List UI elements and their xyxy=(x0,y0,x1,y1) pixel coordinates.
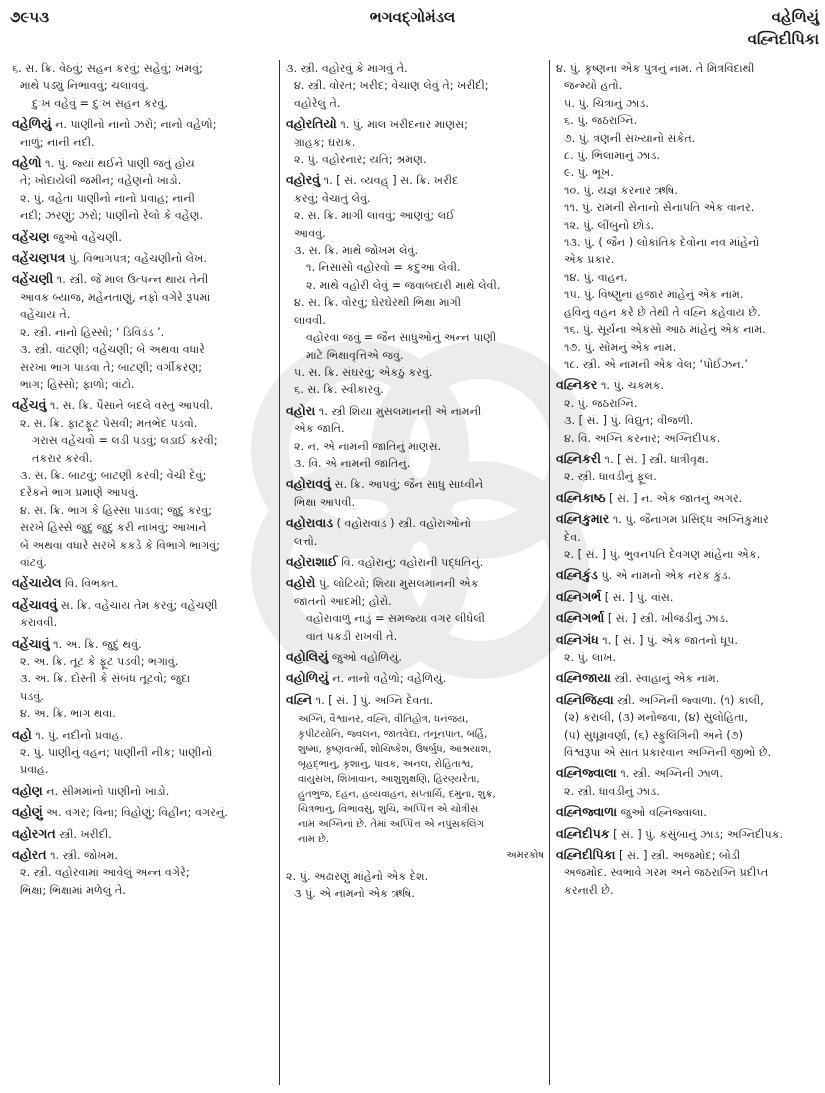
entry-line xyxy=(286,475,544,493)
definition-text: ન. સીમમાંનો પાણીનો ખાડો. xyxy=(46,784,170,798)
entry-line xyxy=(556,669,818,687)
dictionary-entry xyxy=(12,154,274,225)
entry-line: ૬. પું. જઠરાગ્નિ. xyxy=(564,114,638,128)
headword: વહ્નિકુંડ xyxy=(556,567,598,583)
definition-text: સ. ક્રિ. વહેંચાય તેમ કરવું; વહેંચણી xyxy=(60,598,218,612)
entry-line: બે અથવા વધારે સરખે કકડે કે વિભાગે ભાગવું; xyxy=(20,538,221,552)
definition-text: ૧. સ્ત્રી શિયા મુસલમાનની એ નામની xyxy=(318,404,482,418)
headword: વહોણ xyxy=(12,782,43,798)
guide-word-last: વહ્નિદીપિકા xyxy=(747,30,819,48)
entry-line: ૨. સ. ક્રિ. ફાટફૂટ પેસવી; મતભેદ પડવો. xyxy=(20,416,198,430)
headword: વહોરાવાડ xyxy=(286,515,334,531)
entry-line xyxy=(12,782,274,800)
definition-text: ૧. પું. માલ ખરીદનાર માણસ; xyxy=(340,118,469,132)
entry-line xyxy=(12,803,274,821)
page-number: ૭૯૫૩ xyxy=(10,8,50,26)
headword: વહ્નિકર xyxy=(556,377,598,393)
dictionary-entry xyxy=(12,803,274,821)
entry-line: ભાગ; હિસ્સો; ફાળો; વાંટો. xyxy=(20,377,135,391)
entry-line xyxy=(556,588,818,606)
entry-line xyxy=(12,228,274,246)
definition-text: ૧. પું. જૈનાગમ પ્રસિદ્ધ અગ્નિકુમાર xyxy=(612,513,769,527)
dictionary-entry xyxy=(556,803,818,821)
entry-line xyxy=(556,566,818,584)
definition-text: [ સં. ] સ્ત્રી. ખીજડીનું ઝાડ. xyxy=(607,612,729,626)
definition-text: પું. લોટિયો; શિયા મુસલમાનની એક xyxy=(318,577,479,591)
entry-line: એક જાતિ. xyxy=(294,422,345,436)
entry-line: ૨. પું. પાણીનું વહન; પાણીની નીક; પાણીનો xyxy=(20,746,213,760)
entry-line xyxy=(12,635,274,653)
headword: વહેંચાવવું xyxy=(12,596,58,612)
entry-line: ભિક્ષા આપવી. xyxy=(294,495,356,509)
dictionary-entry xyxy=(286,402,544,473)
entry-line: ૨. માથે વહોરી લેવું = જવાબદારી માથે લેવી. xyxy=(306,278,501,292)
headword: વહોરો xyxy=(286,575,316,591)
dictionary-entry xyxy=(286,553,544,571)
entry-line xyxy=(12,396,274,414)
entry-line xyxy=(286,115,544,133)
entry-line xyxy=(556,510,818,528)
entry-line: હુતભુજ, દહન, હવ્યવાહન, સપ્તાર્ચિ, દમુના, શુક્ર, xyxy=(298,789,496,801)
entry-line: સરખા ભાગ પાડવા તે; બાટણી; વર્ગીકરણ; xyxy=(20,360,202,374)
entry-line: ૪. સ્ત્રી. વોરત; ખરીદ; વેચાણ લેવું તે; ખરીદી; xyxy=(294,79,489,93)
entry-line: ૨. સ્ત્રી. ધાવડીનું ફૂલ. xyxy=(564,470,657,484)
entry-line: માટે ભિક્ષાવૃત્તિએ જવું. xyxy=(306,348,404,362)
entry-line xyxy=(12,726,274,744)
entry-line: ૪. સ. ક્રિ. ભાગ કે હિસ્સા પાડવા; જુદું કરવું; xyxy=(20,503,213,517)
entry-line: તે; ખોદાયેલી જમીન; વહેણનો ખાડો. xyxy=(20,174,182,188)
entry-line: ૨. પું. વહેતા પાણીનો નાનો પ્રવાહ; નાની xyxy=(20,191,195,205)
dictionary-entry xyxy=(12,396,274,571)
entry-line: ૫. પું. ચિત્રાનું ઝાડ. xyxy=(564,96,649,110)
entry-line: ૫. સ. ક્રિ. સંઘરવું; એકઠું કરવું. xyxy=(294,365,433,379)
column-1 xyxy=(12,60,274,1085)
entry-line: ૨. સ. ક્રિ. માગી લાવવું; આણવું; લઈ xyxy=(294,209,455,223)
entry-line: ૬. સ. ક્રિ. સ્વીકારવું. xyxy=(294,383,384,397)
entry-line: ૧૩. પું. ( જૈન ) લોકાંતિક દેવોના નવ માંહેનો xyxy=(564,236,760,250)
entry-line: ૮. પું. ભિલામાનું ઝાડ. xyxy=(564,149,660,163)
entry-line xyxy=(556,609,818,627)
dictionary-entry xyxy=(286,868,544,903)
entry-line: ૩. સ્ત્રી. વાંટણી; વહેંચણી; બે અથવા વધારે xyxy=(20,343,205,357)
headword: વહ્નિગર્ભા xyxy=(556,610,605,626)
entry-line: ૨. પું. અઢારણું માંહેનો એક દેશ. xyxy=(286,869,429,883)
dictionary-entry xyxy=(556,376,818,447)
definition-text: જુઓ વહોળિયું. xyxy=(331,651,402,664)
dictionary-entry xyxy=(556,846,818,899)
entry-line: સરખે હિસ્સે જુદું જુદું કરી નાખવું; આખાને xyxy=(20,521,207,535)
entry-line: ૬. સ. ક્રિ. વેઠવું; સહન કરવું; સહેવું; ખમવું; xyxy=(12,62,203,75)
entry-line: વહોરવા જવું = જૈન સાધુઓનું અન્ન પાણી xyxy=(306,331,497,345)
entry-line: કરવું; વેચાતું લેવું. xyxy=(294,191,371,205)
entry-line: માથે પડ્યું નિભાવવું; ચલાવવું. xyxy=(20,79,149,93)
headword: વહ્નિજાયા xyxy=(556,670,611,686)
dictionary-entry xyxy=(556,489,818,507)
entry-line xyxy=(556,489,818,507)
headword: વહોરતિયો xyxy=(286,116,337,132)
entry-line: ગ્રાહક; ઘરાક. xyxy=(294,135,356,149)
entry-line: કરનારી છે. xyxy=(564,883,614,897)
headword: વહ્નિજ્વાળા xyxy=(556,804,618,820)
definition-text: ન. નાનો વહેળો; વહેળિયું. xyxy=(332,672,447,686)
entry-line: ૩. સ્ત્રી. વહોરવું કે માગવું તે. xyxy=(286,62,408,75)
entry-line xyxy=(12,574,274,592)
entry-line: લત્તો. xyxy=(294,534,318,548)
definition-text: ૧. [ સં. વ્યવહ્ ] સ. ક્રિ. ખરીદ xyxy=(323,174,459,188)
entry-line: ૯. પું. ભૂખ. xyxy=(564,166,614,180)
definition-text: જુઓ વહેંચણી. xyxy=(53,230,122,244)
entry-line: ૧૭. પું. સોમનું એક નામ. xyxy=(564,340,677,354)
definition-text: ૧. અ. ક્રિ. જુદું થવું. xyxy=(53,637,142,651)
definition-text: ૧. સ્ત્રી. જે માલ ઉત્પન્ન થાય તેની xyxy=(56,273,209,287)
entry-line: શુષ્મા, કૃષ્ણવર્ત્મા, શોચિષ્કેશ, ઉષર્બુધ, આશ્રયાશ, xyxy=(298,744,492,756)
dictionary-entry xyxy=(556,669,818,687)
headword: વહેંચાયેલ xyxy=(12,575,62,591)
entry-line: ૨. સ્ત્રી. વહોરવામાં આવેલું અન્ન વગેરે; xyxy=(20,866,190,880)
entry-line: કરાવવી. xyxy=(20,616,58,630)
definition-text: [ સં. ] પું. કસુંબાનું ઝાડ; અગ્નિદીપક. xyxy=(613,827,784,841)
entry-line xyxy=(12,846,274,864)
entry-line xyxy=(286,402,544,420)
entry-line: ૧૬. પું. સૂર્યના એકસો આઠ માંહેનું એક નામ. xyxy=(564,323,766,337)
entry-line: (૨) કરાલી, (૩) મનોજવા, (૪) સુલોહિતા, xyxy=(564,711,748,725)
entry-line: નાળું; નાની નદી. xyxy=(20,135,95,149)
entry-line: ૨. પું. વહોરનાર; યતિ; શ્રમણ. xyxy=(294,153,427,167)
headword: વહોરાશાઈ xyxy=(286,553,338,569)
dictionary-entry xyxy=(12,726,274,779)
column-3 xyxy=(556,60,818,1085)
entry-line: નામ અગ્નિનાં છે. તેમાં અપ્પિત્ત એ નપુંસકલિંગ xyxy=(298,819,484,831)
guide-word-first: વહેળિયું xyxy=(771,8,819,26)
headword: વહ્નિ xyxy=(286,691,313,707)
definition-text: વિ. વહોરાનું; વહોરાની પદ્ધતિનું. xyxy=(341,555,484,569)
dictionary-entry xyxy=(12,249,274,267)
dictionary-columns xyxy=(0,60,825,1093)
headword: વહોળિયું xyxy=(286,670,329,686)
dictionary-entry xyxy=(12,782,274,800)
dictionary-entry xyxy=(286,669,544,687)
entry-line xyxy=(12,249,274,267)
dictionary-entry xyxy=(286,712,544,864)
entry-line xyxy=(556,825,818,843)
headword: વહ્નિજ્વાલા xyxy=(556,765,617,781)
entry-line: ૩. સ. ક્રિ. બાટવું; બાટણી કરવી; વેચી દેવું; xyxy=(20,468,207,482)
definition-text: સ્ત્રી. ખરીદી. xyxy=(59,827,112,841)
entry-line: વાત પકડી રાખવી તે. xyxy=(306,629,398,643)
headword: વહેંચણ xyxy=(12,228,50,244)
source-attribution: અમરકોષ xyxy=(506,850,544,862)
dictionary-entry xyxy=(12,60,274,112)
entry-line: વાયુસખ, શિખાવાન, આશુશુક્ષણિ, હિરણ્યરેતા, xyxy=(298,774,480,786)
entry-line: ૧. નિસાસો વહોરવો = કદુઆ લેવી. xyxy=(306,261,461,275)
dictionary-entry xyxy=(286,648,544,666)
dictionary-entry xyxy=(286,514,544,550)
dictionary-entry xyxy=(556,631,818,667)
entry-line: તકરાર કરવી. xyxy=(32,451,93,465)
column-divider xyxy=(279,60,280,1085)
entry-line: કૃપીટયોનિ, જ્વલન, જાતવેદા, તનૂનપાત, બર્હિ, xyxy=(298,729,488,741)
entry-line xyxy=(286,553,544,571)
headword: વહ્નિગર્ભ xyxy=(556,588,602,604)
entry-line: ૧૪. પું. વાહન. xyxy=(564,270,628,284)
entry-line xyxy=(556,803,818,821)
entry-line: દુઃખ વહેવું = દુઃખ સહન કરવું. xyxy=(32,96,168,110)
entry-line: ૪. અ. ક્રિ. ભાગ થવા. xyxy=(20,707,116,721)
dictionary-entry xyxy=(12,596,274,632)
column-divider xyxy=(549,60,550,1085)
running-title: ભગવદ્ગોમંડલ xyxy=(369,8,456,26)
entry-line: દેવ. xyxy=(564,530,581,544)
entry-line xyxy=(12,154,274,172)
entry-line: બૃહદ્ભાનુ, કૃશાનુ, પાવક, અનલ, રોહિતાશ્વ, xyxy=(298,759,474,771)
entry-line: ૪. વિ. અગ્નિ કરનાર; અગ્નિદીપક. xyxy=(564,431,721,445)
entry-line: ૨. ન. એ નામની જાતિનું માણસ. xyxy=(294,439,442,453)
headword: વહ્નિકુમાર xyxy=(556,511,610,527)
definition-text: ૧. [ સં. ] સ્ત્રી. ધાત્રીવૃક્ષ. xyxy=(604,452,709,466)
entry-line xyxy=(12,825,274,843)
dictionary-entry xyxy=(556,609,818,627)
definition-text: પું. એ નામનો એક નરક કુંડ. xyxy=(601,569,732,583)
headword: વહો xyxy=(12,726,32,742)
entry-line xyxy=(556,846,818,864)
entry-line xyxy=(12,270,274,288)
headword: વહેંચણપત્ર xyxy=(12,250,66,266)
entry-line: દરેકને ભાગ પ્રમાણે આપવું. xyxy=(20,486,139,500)
definition-text: ૧. [ સં. ] પું. અગ્નિ દેવતા. xyxy=(315,693,434,707)
dictionary-entry xyxy=(556,691,818,762)
definition-text: સ્ત્રી. સ્વાહાનું એક નામ. xyxy=(614,672,720,686)
dictionary-entry xyxy=(286,574,544,645)
entry-line: ૨. [ સં. ] પું. ભુવનપતિ દેવગણ માંહેના એક. xyxy=(564,547,761,561)
dictionary-entry xyxy=(12,574,274,592)
headword: વહ્નિકરી xyxy=(556,450,601,466)
entry-line: ૨. સ્ત્રી. નાનો હિસ્સો; ‘ ડિવિડંડ ’. xyxy=(20,325,165,339)
entry-line: નદી; ઝરણું; ઝરો; પાણીનો રેલો કે વહેણ. xyxy=(20,209,204,223)
definition-text: [ સં. ] પું. વાંસ. xyxy=(604,590,674,604)
entry-line: ૧૮. સ્ત્રી. એ નામની એક વેલ; ‘પોઈઝન.’ xyxy=(564,357,748,371)
entry-line: અગ્નિ, વૈશ્વાનર, વહ્નિ, વીતિહોત્ર, ધનંજય, xyxy=(298,714,469,726)
entry-line: વહોરાવાળું નાડું = સમજ્યા વગર લીધેલી xyxy=(306,612,485,626)
entry-line xyxy=(286,574,544,592)
entry-line: અજમોદ. સ્વભાવે ગરમ અને જઠરાગ્નિ પ્રદીપ્ત xyxy=(564,866,769,880)
dictionary-entry xyxy=(556,450,818,486)
headword: વહોરગત xyxy=(12,825,56,841)
entry-line xyxy=(12,115,274,133)
headword: વહોરા xyxy=(286,402,316,418)
entry-line: ૧૫. પું. વિષ્ણુનાં હજાર માંહેનું એક નામ. xyxy=(564,288,744,302)
definition-text: પું. વિભાગપત્ર; વહેંચણીનો લેખ. xyxy=(68,252,207,266)
dictionary-entry xyxy=(286,691,544,709)
headword: વહેંચવું xyxy=(12,397,47,413)
entry-line xyxy=(556,631,818,649)
entry-line: ૩. વિ. એ નામની જાતિનું. xyxy=(294,456,411,470)
entry-line: ૨. પું. લાખ. xyxy=(564,651,617,664)
entry-line: ૩. અ. ક્રિ. દોસ્તી કે સંબંધ તૂટવો; જુદા xyxy=(20,672,191,686)
dictionary-entry xyxy=(556,825,818,843)
guide-words xyxy=(748,6,819,50)
headword: વહોરાવવું xyxy=(286,476,331,492)
entry-line: ૨. સ્ત્રી. ધાવડીનું ઝાડ. xyxy=(564,784,660,798)
entry-line: ૧૧. પું. રામની સેનાનો સેનાપતિ એક વાનર. xyxy=(564,201,755,215)
definition-text: ન. પાણીનો નાનો ઝરો; નાનો વહેળો; xyxy=(55,118,217,132)
entry-line: વહોરેલું તે. xyxy=(294,96,341,110)
headword: વહેંચાવું xyxy=(12,635,50,651)
entry-line: ગરાસ વહેંચવો = લડી પડવું; લડાઈ કરવી; xyxy=(32,434,218,448)
headword: વહેળો xyxy=(12,155,42,171)
definition-text: ૧. સ્ત્રી. અગ્નિની ઝાળ. xyxy=(620,767,724,781)
dictionary-entry xyxy=(286,171,544,398)
entry-line: ૨. પું. જઠરાગ્નિ. xyxy=(564,396,638,410)
entry-line: જાતનો આદમી; હોરો. xyxy=(294,594,392,608)
headword: વહેંચણી xyxy=(12,271,54,287)
definition-text: [ સં. ] સ્ત્રી. અજમોદ; બોડી xyxy=(619,849,741,863)
dictionary-entry xyxy=(556,566,818,584)
entry-line: ૭. પું. ત્રણની સંખ્યાનો સંકેત. xyxy=(564,131,696,145)
entry-line: પડવું. xyxy=(20,689,44,703)
headword: વહ્નિગંધ xyxy=(556,631,599,647)
entry-line: વહેંચાય તે. xyxy=(20,308,71,322)
definition-text: ૧. સ. ક્રિ. પૈસાને બદલે વસ્તુ આપવી. xyxy=(50,399,214,413)
definition-text: ૧. પું. જ્યાં થઈને પાણી જતું હોય xyxy=(45,157,195,171)
dictionary-entry xyxy=(12,846,274,899)
column-2 xyxy=(286,60,544,1085)
entry-line xyxy=(556,691,818,709)
dictionary-entry xyxy=(556,764,818,800)
entry-line: ૩ પું. એ નામનો એક ઋષિ. xyxy=(294,887,415,901)
entry-line: નામ છે. xyxy=(298,834,330,846)
entry-line xyxy=(556,764,818,782)
entry-line: વાંટવું. xyxy=(20,555,47,569)
entry-line: ૩. [ સં. ] પું. વિદ્યુત; વીજળી. xyxy=(564,414,694,428)
headword: વહોરવું xyxy=(286,172,321,188)
dictionary-entry xyxy=(12,115,274,151)
dictionary-entry xyxy=(556,588,818,606)
entry-line: હવિનું વહન કરે છે તેથી તે વહ્નિ કહેવાય છે. xyxy=(564,305,761,319)
entry-line: જન્મ્યો હતો. xyxy=(564,79,623,93)
entry-line: વિશ્વરૂપા એ સાત પ્રકારવાન અગ્નિની જીભો છે. xyxy=(564,746,772,760)
entry-line: ૧૨. પું. લીંબુનો છોડ. xyxy=(564,218,655,232)
definition-text: ૧. પું. નદીનો પ્રવાહ. xyxy=(35,728,124,742)
dictionary-entry xyxy=(556,60,818,373)
dictionary-entry xyxy=(286,115,544,168)
definition-text: ૧. પું. ચકમક. xyxy=(600,379,665,393)
entry-line: ૧૦. પું. યજ્ઞ કરનાર ઋષિ. xyxy=(564,183,678,197)
definition-text: વિ. વિભક્ત. xyxy=(65,577,119,591)
dictionary-entry xyxy=(12,270,274,393)
headword: વહોરત xyxy=(12,847,47,863)
headword: વહ્નિદીપક xyxy=(556,825,610,841)
entry-line: ૨. અ. ક્રિ. તૂટ કે ફૂટ પડવી; ભગાવું. xyxy=(20,655,179,668)
entry-line: લાવવી. xyxy=(294,313,326,327)
entry-line xyxy=(286,691,544,709)
entry-line xyxy=(12,596,274,614)
definition-text: અ. વગર; વિના; વિહોણું; વિહીન; વગરનું. xyxy=(46,806,228,820)
headword: વહેળિયું xyxy=(12,116,52,132)
headword: વહોણું xyxy=(12,804,43,820)
headword: વહ્નિદીપિકા xyxy=(556,847,616,863)
entry-line: પ્રવાહ. xyxy=(20,763,49,777)
dictionary-entry xyxy=(286,475,544,511)
entry-line: ભિક્ષા; ભિક્ષામાં મળેલું તે. xyxy=(20,883,126,897)
headword: વહોલિયું xyxy=(286,649,329,664)
entry-line: ચિત્રભાનુ, વિભાવસુ, શુચિ, અપ્પિત્ત એ ચોત્રીસ xyxy=(298,804,479,816)
definition-text: [ સં. ] ન. એક જાતનું અગર. xyxy=(609,491,743,505)
entry-line: એક પ્રકાર. xyxy=(564,253,615,267)
entry-line: ૩. સ. ક્રિ. માથે જોખમ લેવું. xyxy=(294,244,419,258)
headword: વહ્નિકાષ્ઠ xyxy=(556,489,606,505)
entry-line: આવવું. xyxy=(294,226,326,240)
definition-text: ૧. [ સં. ] પું. એક જાતનો ધૂપ. xyxy=(602,633,738,647)
entry-line xyxy=(556,376,818,394)
definition-text: ( વહોરાવાડ઼ ) સ્ત્રી. વહોરાઓનો xyxy=(336,517,472,531)
entry-line xyxy=(286,514,544,532)
entry-line: (૫) સુધૂમ્રવર્ણા, (૬) સ્ફુલિંગિની અને (૭) xyxy=(564,728,743,742)
entry-line xyxy=(286,669,544,687)
entry-line: આવક બ્યાજ, મહેનતાણું, નફો વગેરે રૂપમાં xyxy=(20,290,211,304)
headword: વહ્નિજિહ્વા xyxy=(556,691,614,707)
definition-text: જુઓ વહ્નિજ્વાલા. xyxy=(620,806,707,820)
dictionary-entry xyxy=(12,635,274,723)
entry-line: ૪. પું. કૃષ્ણના એક પુત્રનું નામ. તે મિત્રવિંદાથી xyxy=(556,62,755,75)
entry-line xyxy=(556,450,818,468)
dictionary-entry xyxy=(556,510,818,563)
entry-line: ૪. સ. ક્રિ. વોરવું; ઘેરઘેરથી ભિક્ષા માગી xyxy=(294,296,462,310)
definition-text: ૧. સ્ત્રી. જોખમ. xyxy=(50,849,119,863)
dictionary-entry xyxy=(286,60,544,112)
dictionary-entry xyxy=(12,228,274,246)
definition-text: સ્ત્રી. અગ્નિની જ્વાળા. (૧) કાલી, xyxy=(617,693,764,707)
entry-line xyxy=(286,648,544,666)
entry-line xyxy=(286,171,544,189)
definition-text: સ. ક્રિ. આપવું; જૈન સાધુ સાધ્વીને xyxy=(334,478,484,492)
dictionary-entry xyxy=(12,825,274,843)
page-header xyxy=(0,0,825,62)
